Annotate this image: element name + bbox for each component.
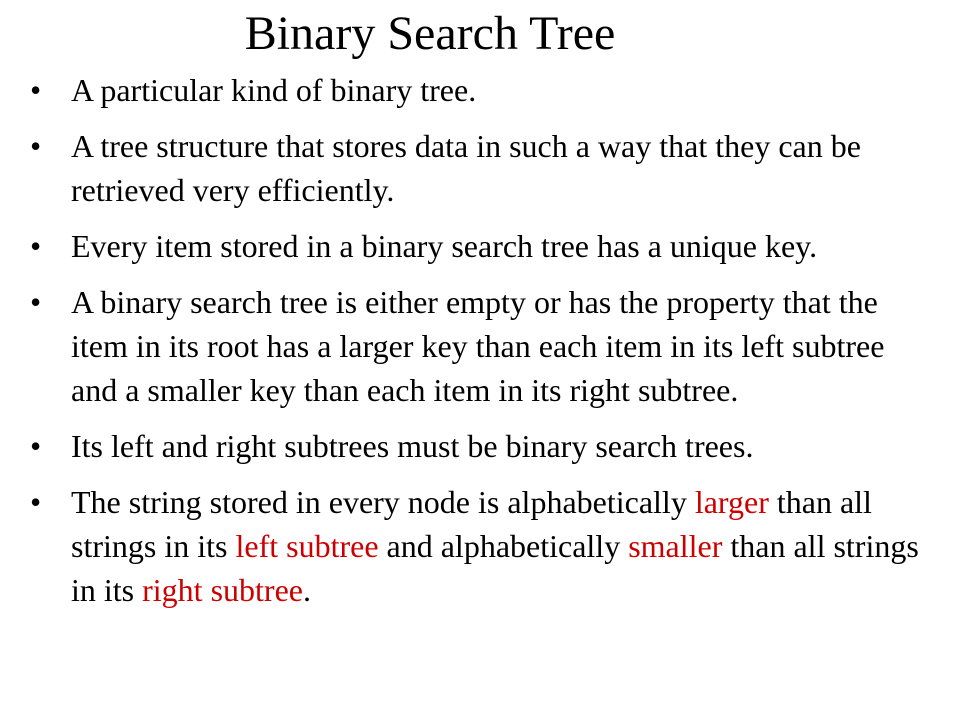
- highlight-larger: larger: [694, 484, 769, 520]
- highlight-right-subtree: right subtree: [142, 572, 303, 608]
- highlight-left-subtree: left subtree: [235, 528, 379, 564]
- bullet-item: [0, 224, 960, 268]
- bullet-marker: •: [30, 484, 42, 520]
- bullet-text: [71, 484, 919, 608]
- bullet-text-part: The string stored in every node is alphabetically: [71, 484, 695, 520]
- bullet-text: Every item stored in a binary search tree has a unique key.: [71, 228, 818, 264]
- bullet-marker: •: [30, 128, 42, 164]
- bullet-marker: •: [30, 228, 42, 264]
- bullet-text-part: than all strings in its: [71, 484, 872, 564]
- bullet-item: [0, 280, 960, 412]
- bullet-marker: •: [30, 284, 42, 320]
- bullet-text-part: and alphabetically: [378, 528, 629, 564]
- bullet-item: [0, 424, 960, 468]
- bullet-marker: •: [30, 72, 42, 108]
- bullet-item: [0, 68, 960, 112]
- bullet-item: [0, 480, 960, 612]
- bullet-marker: •: [30, 428, 42, 464]
- bullet-text: A tree structure that stores data in such a way that they can be retrieved very efficiently.: [71, 128, 861, 208]
- bullet-text: A particular kind of binary tree.: [71, 72, 477, 108]
- bullet-list: [0, 68, 960, 624]
- bullet-item: [0, 124, 960, 212]
- bullet-text: Its left and right subtrees must be binary search trees.: [71, 428, 754, 464]
- bullet-text-part: .: [302, 572, 311, 608]
- bullet-text: A binary search tree is either empty or has the property that the item in its root has a larger key than each item in its left subtree and a smaller key than each item in its right subtree.: [71, 284, 885, 408]
- bullet-text-part: than all strings in its: [71, 528, 919, 608]
- slide-title: Binary Search Tree: [244, 7, 616, 60]
- highlight-smaller: smaller: [628, 528, 723, 564]
